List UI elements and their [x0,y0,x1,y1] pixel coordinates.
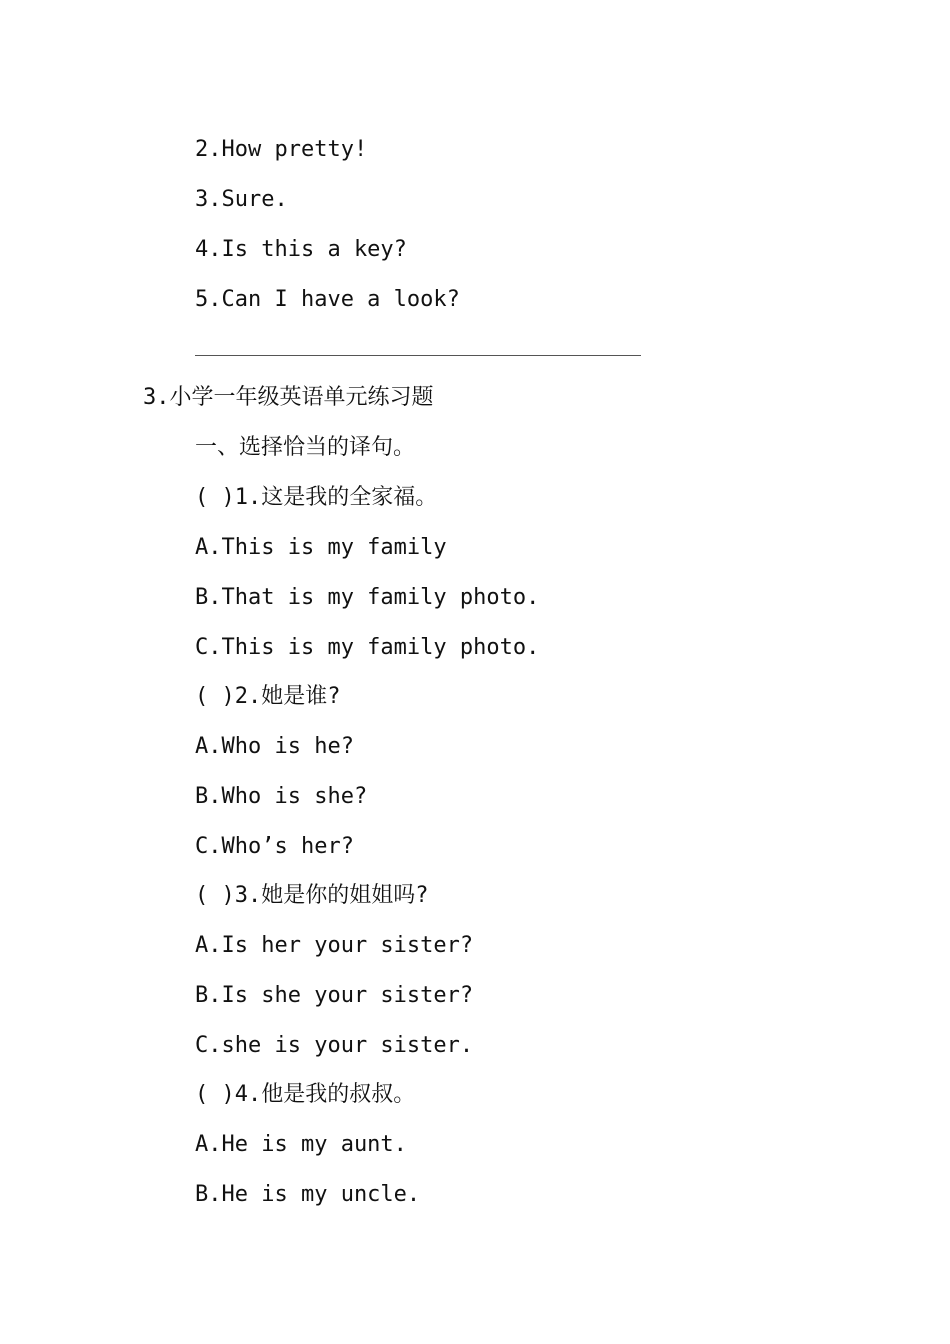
section-divider [195,355,641,356]
question-option: A.Who is he? [195,734,354,759]
answer-line-2: 2.How pretty! [195,137,368,162]
question-option: A.This is my family [195,535,447,560]
part-title: 一、选择恰当的译句。 [195,435,416,460]
question-stem: ( )3.她是你的姐姐吗? [195,883,429,908]
answer-line-5: 5.Can I have a look? [195,287,460,312]
question-option: B.He is my uncle. [195,1182,421,1207]
answer-line-3: 3.Sure. [195,187,288,212]
question-stem: ( )2.她是谁? [195,684,341,709]
section-heading: 3.小学一年级英语单元练习题 [143,385,434,410]
question-option: B.That is my family photo. [195,585,540,610]
question-option: A.He is my aunt. [195,1132,407,1157]
question-stem: ( )4.他是我的叔叔。 [195,1082,416,1107]
answer-line-4: 4.Is this a key? [195,237,407,262]
question-stem: ( )1.这是我的全家福。 [195,485,438,510]
question-option: C.This is my family photo. [195,635,540,660]
question-option: C.Who’s her? [195,834,354,859]
question-option: B.Is she your sister? [195,983,474,1008]
question-option: B.Who is she? [195,784,368,809]
question-option: C.she is your sister. [195,1033,474,1058]
question-option: A.Is her your sister? [195,933,474,958]
